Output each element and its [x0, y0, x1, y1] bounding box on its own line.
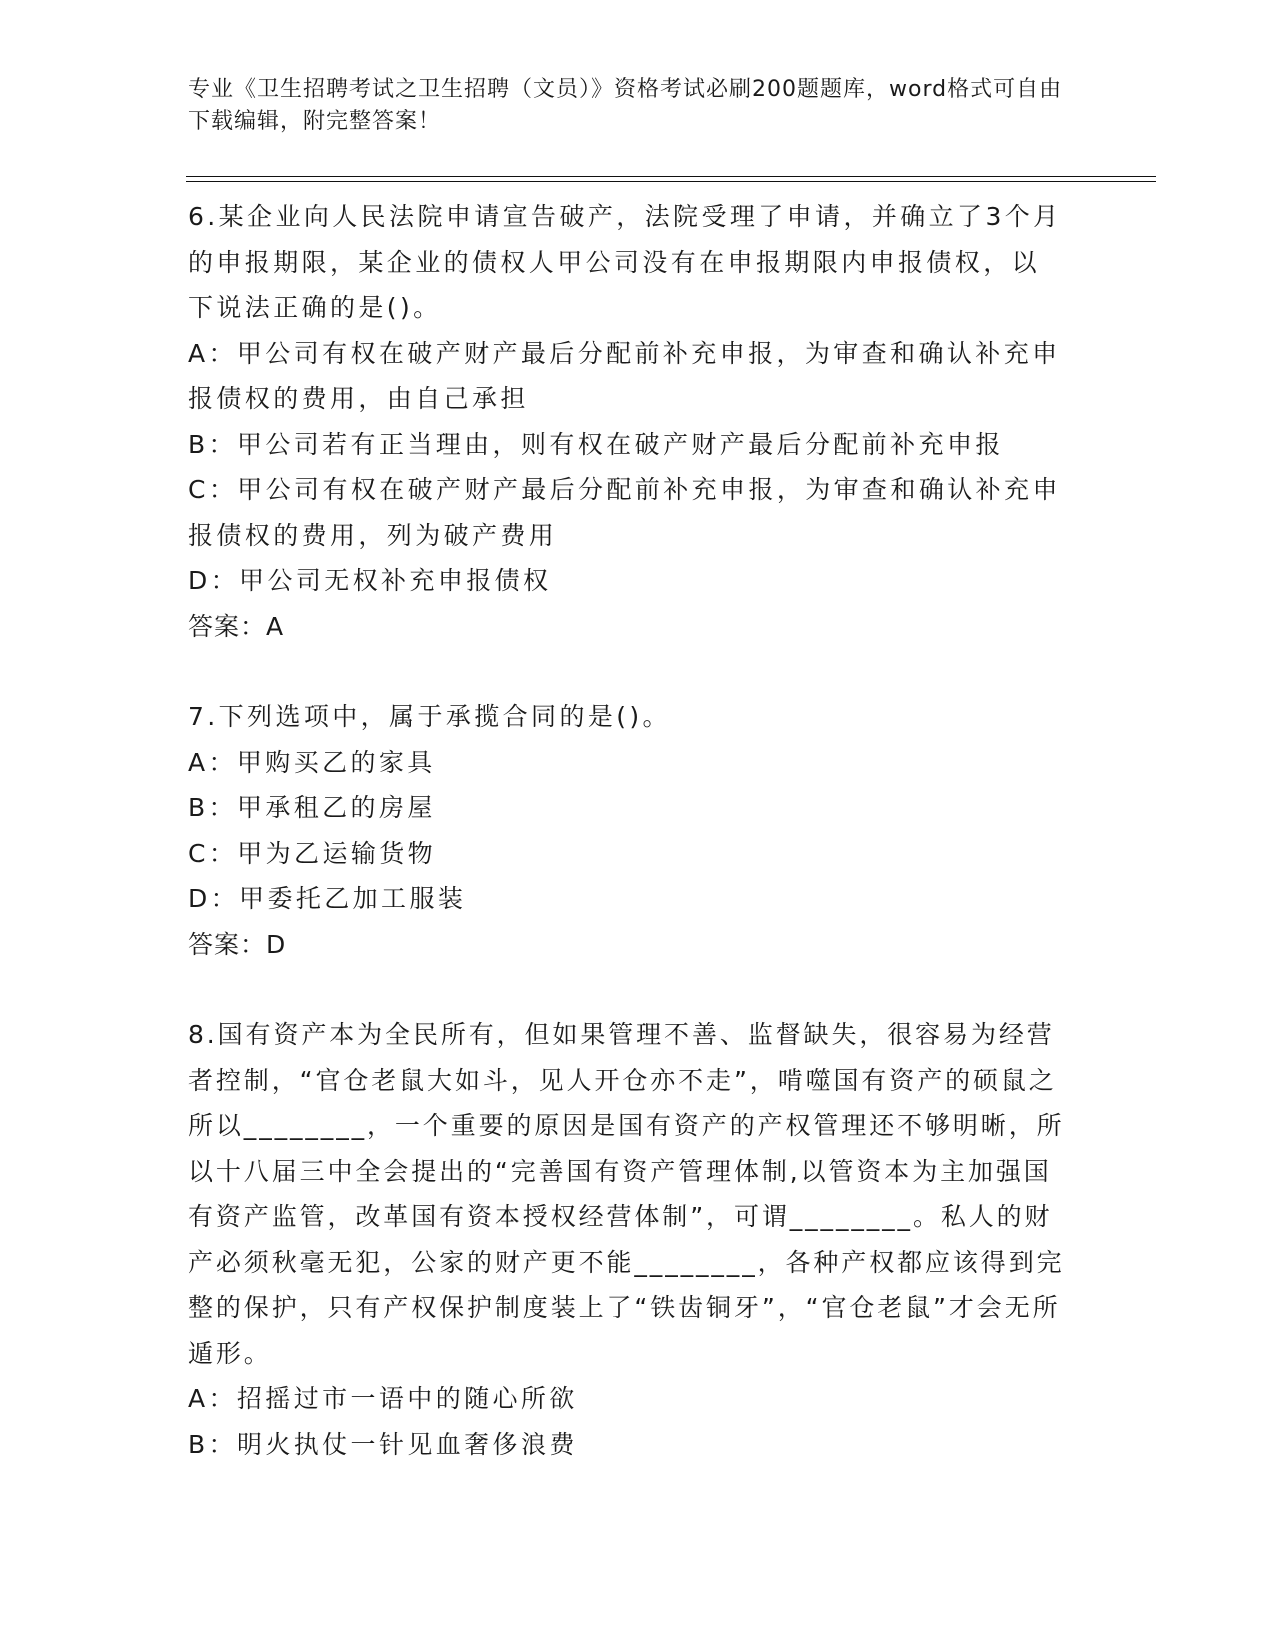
header-divider-top [186, 176, 1156, 177]
question-stem: 7.下列选项中，属于承揽合同的是()。 [188, 702, 671, 731]
option-b: B：甲承租乙的房屋 [188, 793, 436, 822]
question-stem: 8.国有资产本为全民所有，但如果管理不善、监督缺失，很容易为经营者控制，“官仓老鼠大如斗，见人开仓亦不走”，啃噬国有资产的硕鼠之所以________，一个重要的原因是国有资产的产权管理还不够明晰，所以十八届三中全会提出的“完善国有资产管理体制,以管资本为主加强国有资产监管，改革国有资本授权经营体制”，可谓________。私人的财产必须秋毫无犯，公家的财产更不能________，各种产权都应该得到完整的保护，只有产权保护制度装上了“铁齿铜牙”，“官仓老鼠”才会无所遁形。 [188, 1020, 1065, 1368]
answer-label: 答案：D [188, 929, 287, 959]
option-a: A：甲购买乙的家具 [188, 747, 436, 777]
option-c: C：甲为乙运输货物 [188, 838, 437, 868]
answer-label: 答案：A [188, 611, 285, 641]
option-a: A：招摇过市一语中的随心所欲 [188, 1384, 578, 1413]
option-d: D：甲委托乙加工服装 [188, 884, 467, 913]
question-stem: 6.某企业向人民法院申请宣告破产，法院受理了申请，并确立了3个月的申报期限，某企业的债权人甲公司没有在申报期限内申报债权，以下说法正确的是()。 [188, 202, 1062, 322]
option-b: B：甲公司若有正当理由，则有权在破产财产最后分配前补充申报 [188, 429, 1004, 459]
header-divider-bottom [186, 181, 1156, 182]
option-b: B：明火执仗一针见血奢侈浪费 [188, 1429, 578, 1459]
question-6 [188, 194, 1068, 649]
option-d: D：甲公司无权补充申报债权 [188, 566, 552, 595]
option-a: A：甲公司有权在破产财产最后分配前补充申报，为审查和确认补充申报债权的费用，由自己承担 [188, 338, 1061, 413]
option-c: C：甲公司有权在破产财产最后分配前补充申报，为审查和确认补充申报债权的费用，列为破产费用 [188, 475, 1061, 550]
question-7 [188, 694, 1068, 967]
document-header: 专业《卫生招聘考试之卫生招聘（文员）》资格考试必刷200题题库，word格式可自由下载编辑，附完整答案！ [188, 77, 1063, 134]
question-8 [188, 1012, 1068, 1467]
